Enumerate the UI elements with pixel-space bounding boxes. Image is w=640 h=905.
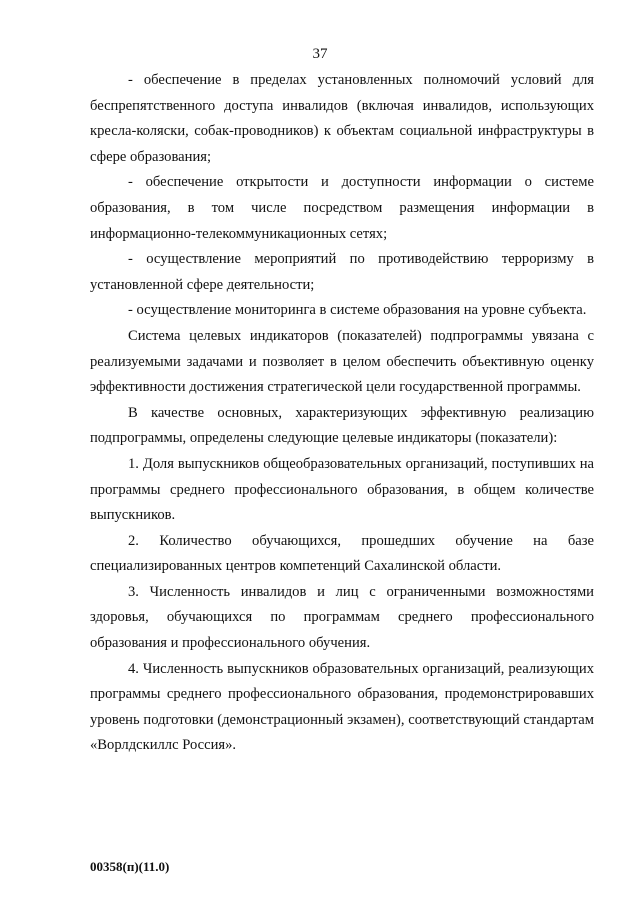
paragraph-bullet-information-openness: - обеспечение открытости и доступности информации о системе образования, в том числе посредством размещения информации в информационно-телекоммуникационных сетях; [90,174,594,242]
paragraph-indicators-intro: В качестве основных, характеризующих эффективную реализацию подпрограммы, определены следующие целевые индикаторы (показатели): [90,404,594,447]
indicator-item-3: 3. Численность инвалидов и лиц с ограниченными возможностями здоровья, обучающихся по программам среднего профессионального образования и профессионального обучения. [90,583,594,652]
document-footer-code: 00358(п)(11.0) [90,859,170,874]
paragraph-bullet-counter-terrorism: - осуществление мероприятий по противодействию терроризму в установленной сфере деятельности; [90,251,594,293]
paragraph-indicator-system: Система целевых индикаторов (показателей) подпрограммы увязана с реализуемыми задачами и позволяет в целом обеспечить объективную оценку эффективности достижения стратегической цели государственной программы. [90,327,594,396]
page-number: 37 [312,46,328,62]
paragraph-bullet-accessibility: - обеспечение в пределах установленных полномочий условий для беспрепятственного доступа инвалидов (включая инвалидов, использующих кресла-коляски, собак-проводников) к объектам социальной инфраструктуры в сфере образования; [90,72,594,165]
paragraph-bullet-monitoring: - осуществление мониторинга в системе образования на уровне субъекта. [128,302,587,319]
indicator-item-1: 1. Доля выпускников общеобразовательных организаций, поступивших на программы среднего профессионального образования, в общем количестве выпускников. [90,455,594,524]
document-body [90,68,594,759]
indicator-item-2: 2. Количество обучающихся, прошедших обучение на базе специализированных центров компетенций Сахалинской области. [90,532,594,575]
indicator-item-4: 4. Численность выпускников образовательных организаций, реализующих программы среднего профессионального образования, продемонстрировавших уровень подготовки (демонстрационный экзамен), соответствующий стандартам «Ворлдскиллс Россия». [90,660,594,754]
